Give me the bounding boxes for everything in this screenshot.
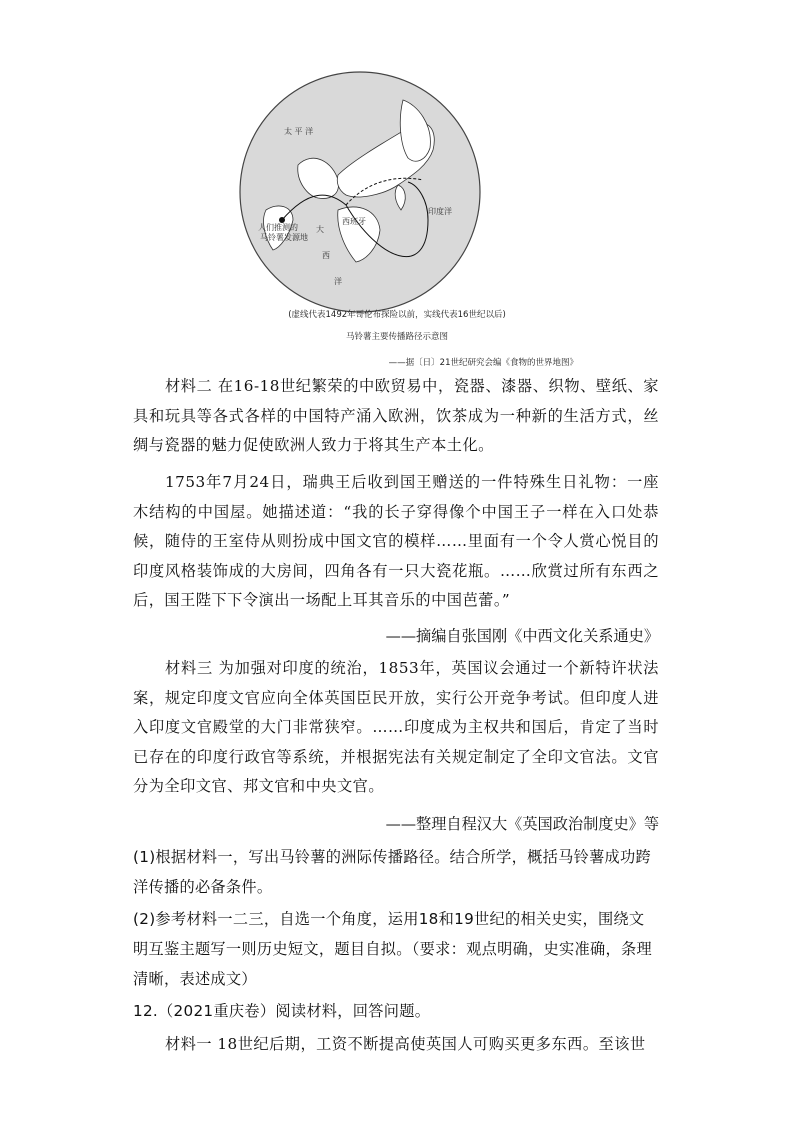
atlantic-label-1: 大	[316, 225, 324, 234]
pacific-label: 太 平 洋	[284, 127, 314, 136]
material2-paragraph1: 材料二 在16-18世纪繁荣的中欧贸易中，瓷器、漆器、织物、壁纸、家具和玩具等各式各样的中国特产涌入欧洲，饮茶成为一种新的生活方式，丝绸与瓷器的魅力促使欧洲人致力于将其生产本土化。	[133, 377, 659, 454]
potato-route-map	[238, 70, 482, 314]
spain-label: 西班牙	[342, 217, 366, 226]
question-1: (1)根据材料一，写出马铃薯的洲际传播路径。结合所学，概括马铃薯成功跨洋传播的必备条件。	[133, 848, 652, 896]
atlantic-label-2: 西	[322, 251, 330, 260]
map-note: (虚线代表1492年哥伦布探险以前，实线代表16世纪以后)	[288, 310, 506, 320]
material2-source: ——摘编自张国刚《中西文化关系通史》	[385, 627, 659, 645]
material2-paragraph2: 1753年7月24日，瑞典王后收到国王赠送的一件特殊生日礼物：一座木结构的中国屋。她描述道：“我的长子穿得像个中国王子一样在入口处恭候，随侍的王室侍从则扮成中国文官的模样……里面有一个令人赏心悦目的印度风格装饰成的大房间，四角各有一只大瓷花瓶。……欣赏过所有东西之后，国王陛下下令演出一场配上耳其音乐的中国芭蕾。”	[133, 473, 659, 609]
map-title: 马铃薯主要传播路径示意图	[345, 332, 448, 342]
origin-label-1: 人们推测的	[258, 223, 298, 232]
question-12-heading: 12.（2021重庆卷）阅读材料，回答问题。	[133, 1002, 431, 1020]
material3-paragraph: 材料三 为加强对印度的统治，1853年，英国议会通过一个新特许状法案，规定印度文官应向全体英国臣民开放，实行公开竞争考试。但印度人进入印度文官殿堂的大门非常狭窄。……印度成为主权共和国后，肯定了当时已存在的印度行政官等系统，并根据宪法有关规定制定了全印文官法。文官分为全印文官、邦文官和中央文官。	[133, 659, 659, 795]
atlantic-label-3: 洋	[334, 277, 342, 286]
origin-label-2: 马铃薯发源地	[260, 233, 308, 242]
material3-source: ——整理自程汉大《英国政治制度史》等	[385, 815, 659, 833]
globe-map-image	[238, 70, 482, 314]
question-2: (2)参考材料一二三，自选一个角度，运用18和19世纪的相关史实，围绕文明互鉴主题写一则历史短文，题目自拟。（要求：观点明确，史实准确，条理清晰，表述成文）	[133, 910, 652, 988]
indian-ocean-label: 印度洋	[428, 207, 452, 216]
map-source: ——据〔日〕21世纪研究会编《食物的世界地图》	[388, 358, 578, 368]
question-12-material1: 材料一 18世纪后期，工资不断提高使英国人可购买更多东西。至该世	[165, 1035, 646, 1053]
